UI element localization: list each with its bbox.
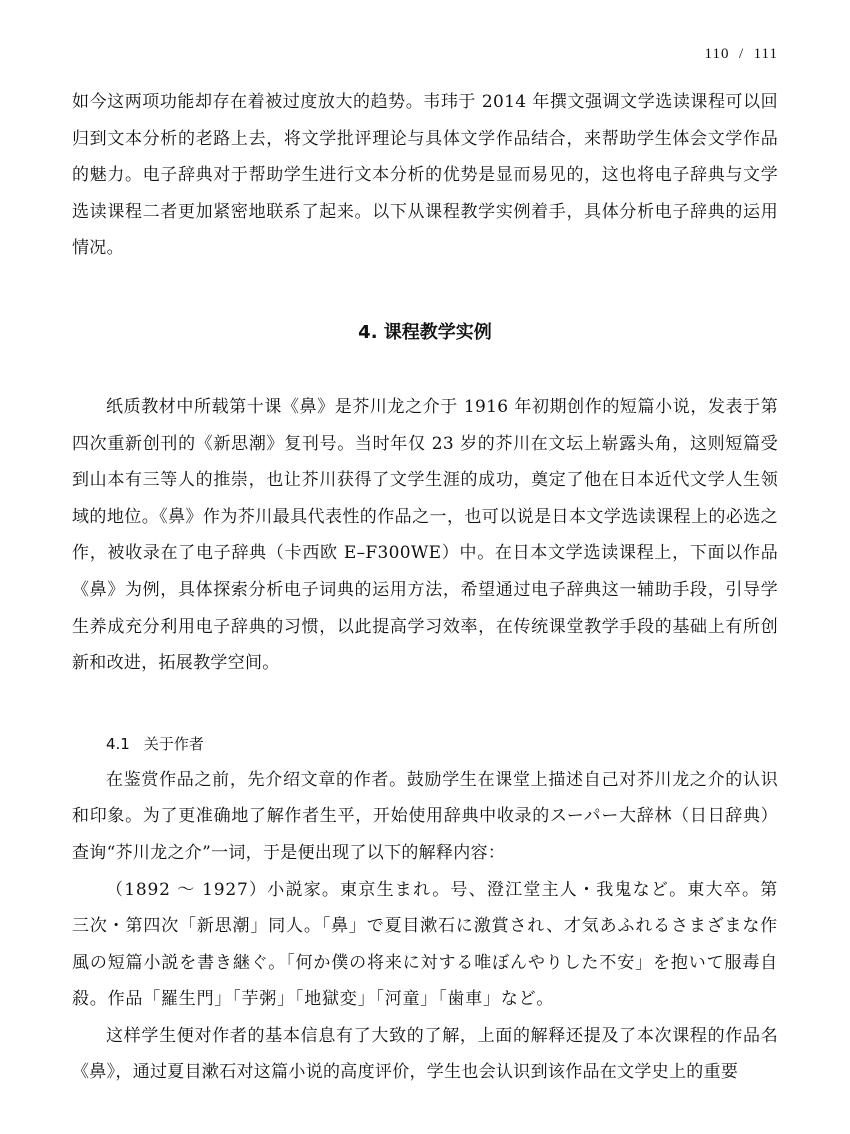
document-body: [72, 84, 778, 1091]
subsection-number: 4.1: [106, 734, 130, 753]
dictionary-entry: （1892 ～ 1927）小説家。東京生まれ。号、澄江堂主人・我鬼など。東大卒。第三次・第四次「新思潮」同人。「鼻」で夏目漱石に激賞され、才気あふれるさまざまな作風の短篇小説を書き継ぐ。「何か僕の将来に対する唯ぼんやりした不安」を抱いて服毒自殺。作品「羅生門」「芋粥」「地獄変」「河童」「歯車」など。: [72, 879, 778, 1010]
page-number: 110 / 111: [704, 46, 778, 62]
subsection-heading: [106, 726, 778, 762]
section-title: 4. 课程教学实例: [358, 321, 492, 343]
intro-paragraph: 如今这两项功能却存在着被过度放大的趋势。韦玮于 2014 年撰文强调文学选读课程可以回归到文本分析的老路上去，将文学批评理论与具体文学作品结合，来帮助学生体会文学作品的魅力。电子辞典对于帮助学生进行文本分析的优势是显而易见的，这也将电子辞典与文学选读课程二者更加紧密地联系了起来。以下从课程教学实例着手，具体分析电子辞典的运用情况。: [72, 92, 778, 259]
subsection-title: 关于作者: [143, 734, 204, 753]
section-spacer: [72, 351, 778, 389]
section-intro-paragraph: 纸质教材中所载第十课《鼻》是芥川龙之介于 1916 年初期创作的短篇小说，发表于第四次重新创刊的《新思潮》复刊号。当时年仅 23 岁的芥川在文坛上崭露头角，这则短篇受到山本有三等人的推崇，也让芥川获得了文学生涯的成功，奠定了他在日本近代文学人生领域的地位。《鼻》作为芥川最具代表性的作品之一，也可以说是日本文学选读课程上的必选之作，被收录在了电子辞典（卡西欧 E–F300WE）中。在日本文学选读课程上，下面以作品《鼻》为例，具体探索分析电子词典的运用方法，希望通过电子辞典这一辅助手段，引导学生养成充分利用电子辞典的习惯，以此提高学习效率，在传统课堂教学手段的基础上有所创新和改进，拓展教学空间。: [72, 396, 778, 674]
author-intro-paragraph: 在鉴赏作品之前，先介绍文章的作者。鼓励学生在课堂上描述自己对芥川龙之介的认识和印象。为了更准确地了解作者生平，开始使用辞典中收录的スーパー大辞林（日日辞典）查询“芥川龙之介”一词，于是便出现了以下的解释内容：: [72, 769, 778, 863]
conclusion-paragraph: 这样学生便对作者的基本信息有了大致的了解，上面的解释还提及了本次课程的作品名《鼻》，通过夏目漱石对这篇小说的高度评价，学生也会认识到该作品在文学史上的重要: [72, 1025, 778, 1083]
